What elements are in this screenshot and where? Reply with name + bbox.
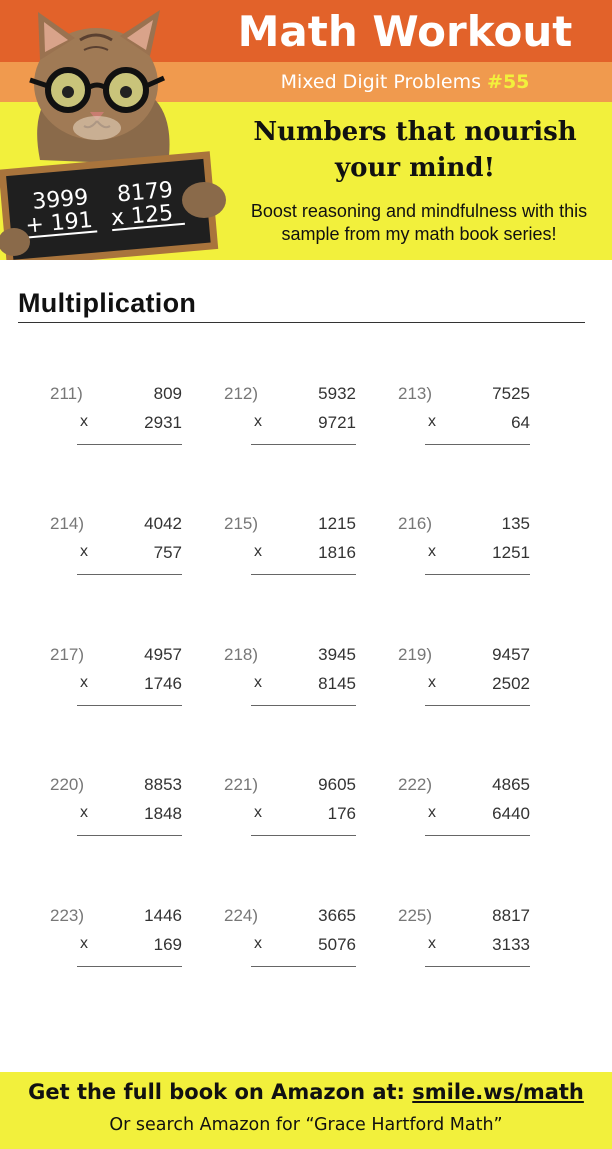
multiplier: 1816 xyxy=(318,543,356,562)
answer-line xyxy=(77,835,182,836)
multiplier: 1848 xyxy=(144,804,182,823)
footer-search-hint: Or search Amazon for “Grace Hartford Math” xyxy=(109,1115,503,1135)
problem-item xyxy=(398,775,568,855)
multiplier: 176 xyxy=(327,804,356,823)
operator: x xyxy=(254,543,262,560)
operator: x xyxy=(80,804,88,821)
operator: x xyxy=(254,674,262,691)
multiplier: 8145 xyxy=(318,674,356,693)
answer-line xyxy=(77,705,182,706)
problem-item xyxy=(398,384,568,464)
answer-line xyxy=(251,444,356,445)
problem-number: 215) xyxy=(224,514,259,533)
subtitle-number: #55 xyxy=(487,71,530,93)
multiplier: 9721 xyxy=(318,413,356,432)
answer-line xyxy=(251,574,356,575)
operator: x xyxy=(80,935,88,952)
problem-item xyxy=(224,514,394,594)
problem-number: 223) xyxy=(50,906,85,925)
problem-item xyxy=(398,906,568,986)
problem-item xyxy=(224,906,394,986)
problem-item xyxy=(50,384,220,464)
multiplicand: 9457 xyxy=(492,645,530,664)
operator: x xyxy=(428,413,436,430)
problem-number: 221) xyxy=(224,775,259,794)
tagline: Numbers that nourish your mind! xyxy=(253,117,577,183)
answer-line xyxy=(77,966,182,967)
multiplicand: 3945 xyxy=(318,645,356,664)
problem-item xyxy=(398,514,568,594)
multiplier: 2502 xyxy=(492,674,530,693)
problem-item xyxy=(398,645,568,725)
problem-item xyxy=(50,775,220,855)
multiplier: 1746 xyxy=(144,674,182,693)
problem-number: 225) xyxy=(398,906,433,925)
problem-number: 211) xyxy=(50,384,83,403)
chalk-left-bottom: + 191 xyxy=(24,207,94,239)
chalk-right-bottom: x 125 xyxy=(110,200,175,232)
section-title: Multiplication xyxy=(18,288,197,318)
multiplicand: 4865 xyxy=(492,775,530,794)
answer-line xyxy=(425,966,530,967)
answer-line xyxy=(425,705,530,706)
operator: x xyxy=(254,413,262,430)
answer-line xyxy=(251,705,356,706)
chalk-left-top: 3999 xyxy=(31,185,90,215)
answer-line xyxy=(77,574,182,575)
multiplier: 6440 xyxy=(492,804,530,823)
answer-line xyxy=(425,574,530,575)
answer-line xyxy=(251,835,356,836)
blurb: Boost reasoning and mindfulness with this sample from my math book series! xyxy=(250,201,588,244)
multiplicand: 9605 xyxy=(318,775,356,794)
book-link[interactable]: smile.ws/math xyxy=(412,1080,584,1104)
answer-line xyxy=(425,835,530,836)
operator: x xyxy=(80,543,88,560)
problem-number: 214) xyxy=(50,514,85,533)
operator: x xyxy=(428,935,436,952)
operator: x xyxy=(254,804,262,821)
multiplier: 757 xyxy=(153,543,182,562)
footer-cta xyxy=(0,1080,612,1104)
multiplicand: 3665 xyxy=(318,906,356,925)
chalk-right-top: 8179 xyxy=(116,177,175,208)
multiplicand: 1446 xyxy=(144,906,182,925)
operator: x xyxy=(254,935,262,952)
problem-number: 217) xyxy=(50,645,85,664)
problem-item xyxy=(224,384,394,464)
answer-line xyxy=(251,966,356,967)
problem-number: 219) xyxy=(398,645,433,664)
multiplicand: 7525 xyxy=(492,384,530,403)
problem-number: 213) xyxy=(398,384,433,403)
problem-item xyxy=(224,775,394,855)
operator: x xyxy=(80,674,88,691)
problem-number: 212) xyxy=(224,384,259,403)
answer-line xyxy=(77,444,182,445)
multiplier: 2931 xyxy=(144,413,182,432)
problem-item xyxy=(224,645,394,725)
problem-number: 220) xyxy=(50,775,85,794)
multiplicand: 5932 xyxy=(318,384,356,403)
footer-cta-text: Get the full book on Amazon at: xyxy=(28,1080,413,1104)
multiplier: 64 xyxy=(511,413,530,432)
multiplicand: 1215 xyxy=(318,514,356,533)
problem-number: 216) xyxy=(398,514,433,533)
problem-item xyxy=(50,514,220,594)
multiplicand: 809 xyxy=(153,384,182,403)
operator: x xyxy=(428,804,436,821)
multiplicand: 4957 xyxy=(144,645,182,664)
multiplier: 5076 xyxy=(318,935,356,954)
multiplicand: 8817 xyxy=(492,906,530,925)
multiplicand: 135 xyxy=(501,514,530,533)
problem-item xyxy=(50,906,220,986)
operator: x xyxy=(428,674,436,691)
answer-line xyxy=(425,444,530,445)
multiplier: 1251 xyxy=(492,543,530,562)
multiplier: 169 xyxy=(153,935,182,954)
multiplicand: 8853 xyxy=(144,775,182,794)
problem-number: 224) xyxy=(224,906,259,925)
problem-number: 222) xyxy=(398,775,433,794)
subtitle-text: Mixed Digit Problems xyxy=(280,71,488,93)
multiplier: 3133 xyxy=(492,935,530,954)
multiplicand: 4042 xyxy=(144,514,182,533)
page-title: Math Workout xyxy=(237,7,573,56)
operator: x xyxy=(428,543,436,560)
operator: x xyxy=(80,413,88,430)
problem-number: 218) xyxy=(224,645,259,664)
problem-item xyxy=(50,645,220,725)
